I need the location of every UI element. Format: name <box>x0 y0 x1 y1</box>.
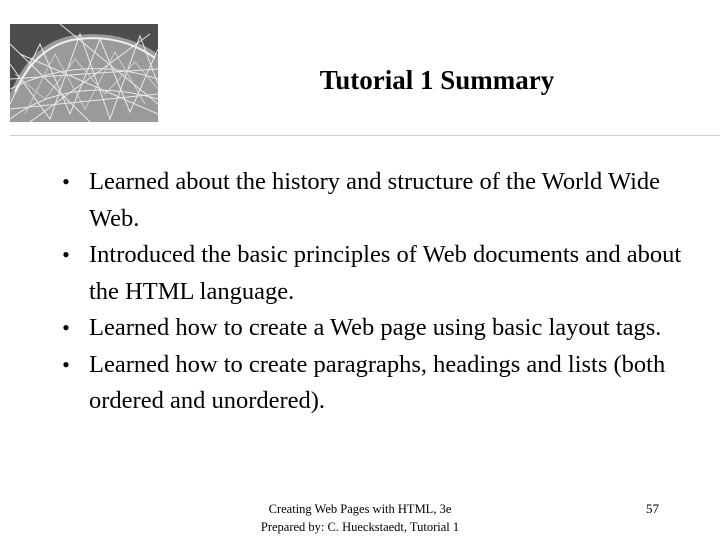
logo-image <box>10 24 158 122</box>
bullet-text: Learned about the history and structure of the World Wide Web. <box>89 168 661 232</box>
bullet-dot-icon: • <box>62 351 70 377</box>
bullet-item <box>56 164 696 237</box>
footer-author: Prepared by: C. Hueckstaedt, Tutorial 1 <box>260 520 460 534</box>
bullet-item <box>56 237 696 310</box>
page-number: 57 <box>646 501 659 516</box>
net-sculpture-icon <box>10 24 158 122</box>
footer-course-title: Creating Web Pages with HTML, 3e <box>268 502 452 516</box>
slide-footer <box>220 500 500 536</box>
bullet-text: Introduced the basic principles of Web documents and about the HTML language. <box>89 241 682 305</box>
bullet-list <box>56 164 696 420</box>
bullet-text: Learned how to create paragraphs, headings and lists (both ordered and unordered). <box>89 350 666 414</box>
bullet-dot-icon: • <box>62 242 70 267</box>
bullet-item <box>56 310 696 347</box>
bullet-text: Learned how to create a Web page using basic layout tags. <box>89 314 662 341</box>
bullet-item <box>56 347 696 420</box>
bullet-dot-icon: • <box>62 169 70 194</box>
bullet-dot-icon: • <box>62 315 70 340</box>
title-divider <box>10 135 720 136</box>
slide-title: Tutorial 1 Summary <box>319 65 555 95</box>
